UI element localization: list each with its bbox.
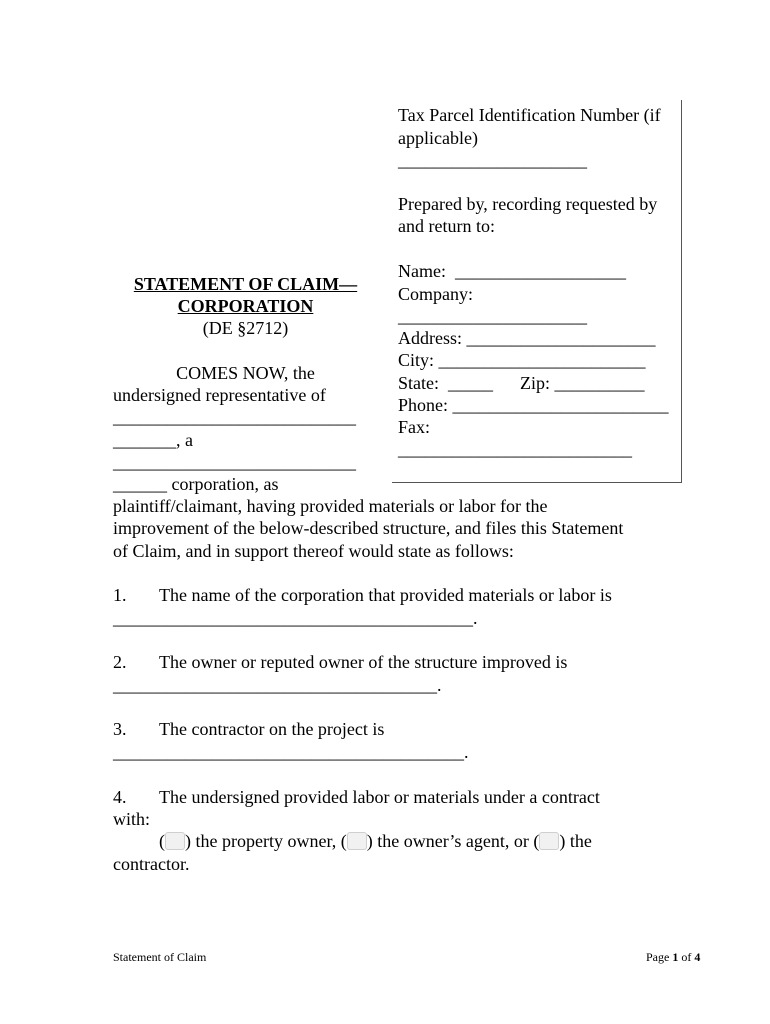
prepared-by-label-line2: and return to: xyxy=(398,216,495,236)
intro-line: improvement of the below-described structure, and files this Statement xyxy=(113,518,624,538)
tax-parcel-blank[interactable]: _____________________ xyxy=(398,150,587,170)
representative-blank[interactable]: ___________________________ xyxy=(113,407,356,427)
page-total: 4 xyxy=(694,950,701,964)
intro-line: undersigned representative of xyxy=(113,385,326,405)
phone-field[interactable]: Phone: ________________________ xyxy=(398,395,669,415)
footer-page-number xyxy=(646,946,700,968)
item-number: 2. xyxy=(113,652,127,672)
city-field[interactable]: City: _______________________ xyxy=(398,350,646,370)
intro-line: COMES NOW, the xyxy=(176,363,315,383)
item-number: 4. xyxy=(113,787,127,807)
item-3-blank[interactable]: _______________________________________. xyxy=(113,742,469,762)
tax-parcel-label-line2: applicable) xyxy=(398,128,478,148)
item-number: 1. xyxy=(113,585,127,605)
statute-reference: (DE §2712) xyxy=(202,318,289,338)
item-2-text: The owner or reputed owner of the structure improved is xyxy=(159,652,568,672)
option-owners-agent-label: ) the owner’s agent, or ( xyxy=(366,831,540,851)
item-number: 3. xyxy=(113,719,127,739)
intro-line: plaintiff/claimant, having provided materials or labor for the xyxy=(113,496,548,516)
property-owner-checkbox[interactable] xyxy=(165,832,185,850)
item-1-blank[interactable]: ________________________________________. xyxy=(113,608,478,628)
company-blank[interactable]: _____________________ xyxy=(398,306,587,326)
item-1-text: The name of the corporation that provided materials or labor is xyxy=(159,585,612,605)
tax-parcel-label-line1: Tax Parcel Identification Number (if xyxy=(398,105,661,125)
name-field[interactable]: Name: ___________________ xyxy=(398,261,626,281)
prepared-by-label-line1: Prepared by, recording requested by xyxy=(398,194,658,214)
page-of: of xyxy=(678,950,695,964)
item-4-with: with: xyxy=(113,809,151,829)
address-field[interactable]: Address: _____________________ xyxy=(398,328,656,348)
item-2-blank[interactable]: ____________________________________. xyxy=(113,675,442,695)
fax-label: Fax: xyxy=(398,417,431,437)
state-zip-field[interactable]: State: _____ Zip: __________ xyxy=(398,373,645,393)
item-3-text: The contractor on the project is xyxy=(159,719,385,739)
company-label: Company: xyxy=(398,284,473,304)
document-title-line1: STATEMENT OF CLAIM— xyxy=(133,274,358,294)
corporation-state-blank[interactable]: ___________________________ xyxy=(113,452,356,472)
option-contractor-label: ) the xyxy=(559,831,592,851)
item-4-end: contractor. xyxy=(113,854,190,874)
owners-agent-checkbox[interactable] xyxy=(347,832,367,850)
intro-line: of Claim, and in support thereof would state as follows: xyxy=(113,541,514,561)
footer-title: Statement of Claim xyxy=(113,950,207,964)
fax-blank[interactable]: __________________________ xyxy=(398,439,632,459)
item-4-options: ( ) the property owner, ( ) the owner’s agent, or ( ) the xyxy=(159,831,592,851)
page-current: 1 xyxy=(672,950,679,964)
item-4-text: The undersigned provided labor or materials under a contract xyxy=(159,787,600,807)
document-title-line2: CORPORATION xyxy=(177,296,314,316)
representative-blank-cont[interactable]: _______, a xyxy=(113,430,193,450)
page-prefix: Page xyxy=(646,950,673,964)
contractor-checkbox[interactable] xyxy=(539,832,559,850)
corporation-state-blank-cont[interactable]: ______ corporation, as xyxy=(113,474,279,494)
option-property-owner-label: ) the property owner, ( xyxy=(185,831,347,851)
